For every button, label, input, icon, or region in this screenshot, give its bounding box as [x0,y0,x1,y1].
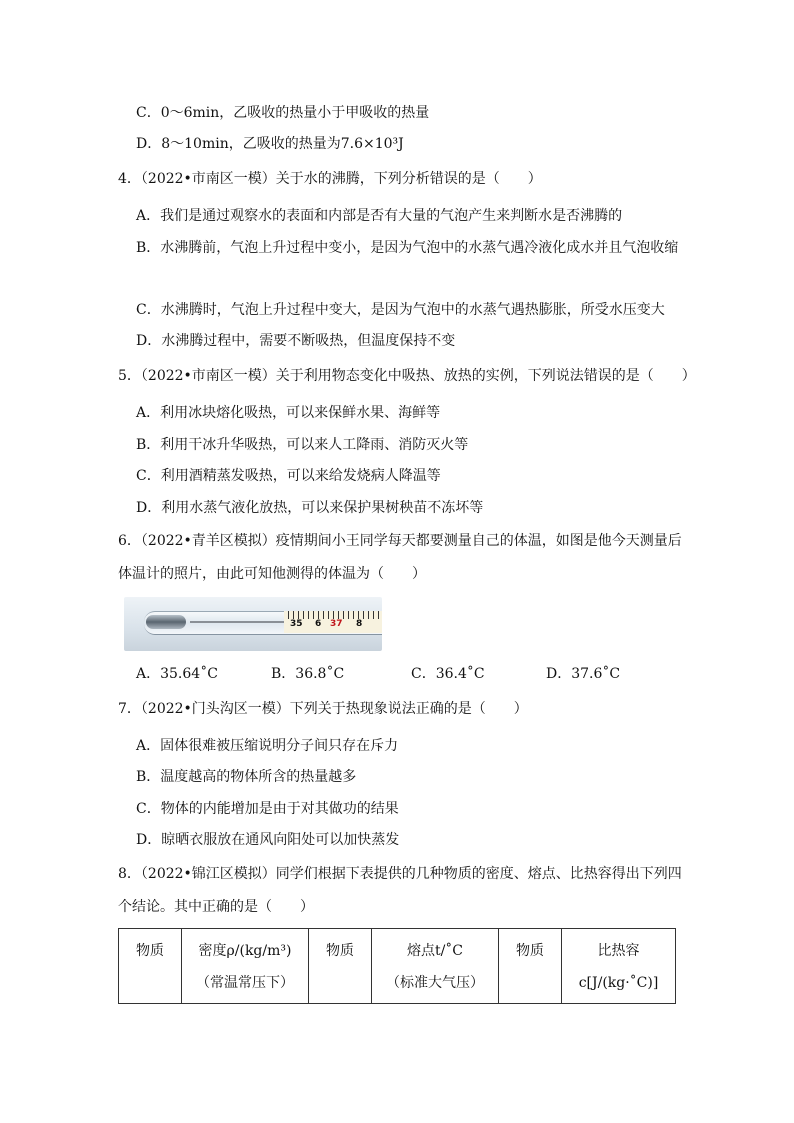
header-melting-point [372,929,499,1004]
q6-option-c: C．36.4˚C [411,666,485,682]
q5-option-d: D．利用水蒸气液化放热，可以来保护果树秧苗不冻坏等 [136,500,484,516]
scale-label-37: 37 [330,619,343,629]
q4-option-a: A．我们是通过观察水的表面和内部是否有大量的气泡产生来判断水是否沸腾的 [136,208,623,224]
header-melting-condition: （标准大气压） [386,975,484,991]
q4-option-c: C．水沸腾时，气泡上升过程中变大，是因为气泡中的水蒸气遇热膨胀，所受水压变大 [136,302,665,318]
question-7: 7．（2022•门头沟区一模）下列关于热现象说法正确的是（ ） [118,701,528,717]
header-specific-heat-label: 比热容 [597,943,640,959]
header-density-label: 密度ρ/(kg/m³) [198,943,292,959]
scale-label-36: 6 [315,619,322,629]
q5-option-a: A．利用冰块熔化吸热，可以来保鲜水果、海鲜等 [136,405,441,421]
header-material-3: 物质 [499,929,562,1004]
q6-option-a: A．35.64˚C [136,666,218,682]
thermometer-photo [124,597,382,651]
question-4: 4．（2022•市南区一模）关于水的沸腾，下列分析错误的是（ ） [118,171,542,187]
question-8: 8．（2022•锦江区模拟）同学们根据下表提供的几种物质的密度、熔点、比热容得出下列四 [118,866,682,882]
header-material-2: 物质 [309,929,372,1004]
header-material-1: 物质 [119,929,182,1004]
question-6: 6．（2022•青羊区模拟）疫情期间小王同学每天都要测量自己的体温，如图是他今天测量后 [118,533,682,549]
q5-option-c: C．利用酒精蒸发吸热，可以来给发烧病人降温等 [136,468,441,484]
q3-option-c: C．0～6min，乙吸收的热量小于甲吸收的热量 [136,105,430,121]
q7-option-a: A．固体很难被压缩说明分子间只存在斥力 [136,738,399,754]
question-5: 5．（2022•市南区一模）关于利用物态变化中吸热、放热的实例，下列说法错误的是（ ） [118,368,696,384]
scale-ticks [288,611,382,619]
q4-option-d: D．水沸腾过程中，需要不断吸热，但温度保持不变 [136,333,456,349]
header-density [182,929,309,1004]
header-specific-heat [562,929,676,1004]
header-density-condition: （常温常压下） [196,975,294,991]
q3-option-d: D．8～10min，乙吸收的热量为7.6×10³J [136,136,404,152]
q5-option-b: B．利用干冰升华吸热，可以来人工降雨、消防灭火等 [136,437,469,453]
question-6-continued: 体温计的照片，由此可知他测得的体温为（ ） [118,566,426,582]
scale-label-35: 35 [290,619,303,629]
q7-option-c: C．物体的内能增加是由于对其做功的结果 [136,801,399,817]
material-properties-table [118,928,676,1004]
q7-option-b: B．温度越高的物体所含的热量越多 [136,769,357,785]
question-8-continued: 个结论。其中正确的是（ ） [118,899,314,915]
thermometer-tip [146,615,186,629]
q7-option-d: D．晾晒衣服放在通风向阳处可以加快蒸发 [136,832,400,848]
q4-option-b: B．水沸腾前，气泡上升过程中变小，是因为气泡中的水蒸气遇冷液化成水并且气泡收缩 [136,240,679,256]
q6-option-b: B．36.8˚C [271,666,345,682]
table-header-row [119,929,676,1004]
q6-option-d: D．37.6˚C [546,666,621,682]
header-specific-heat-unit: c[J/(kg·˚C)] [578,975,659,991]
header-melting-label: 熔点t/˚C [406,943,464,959]
scale-label-38: 8 [356,619,363,629]
